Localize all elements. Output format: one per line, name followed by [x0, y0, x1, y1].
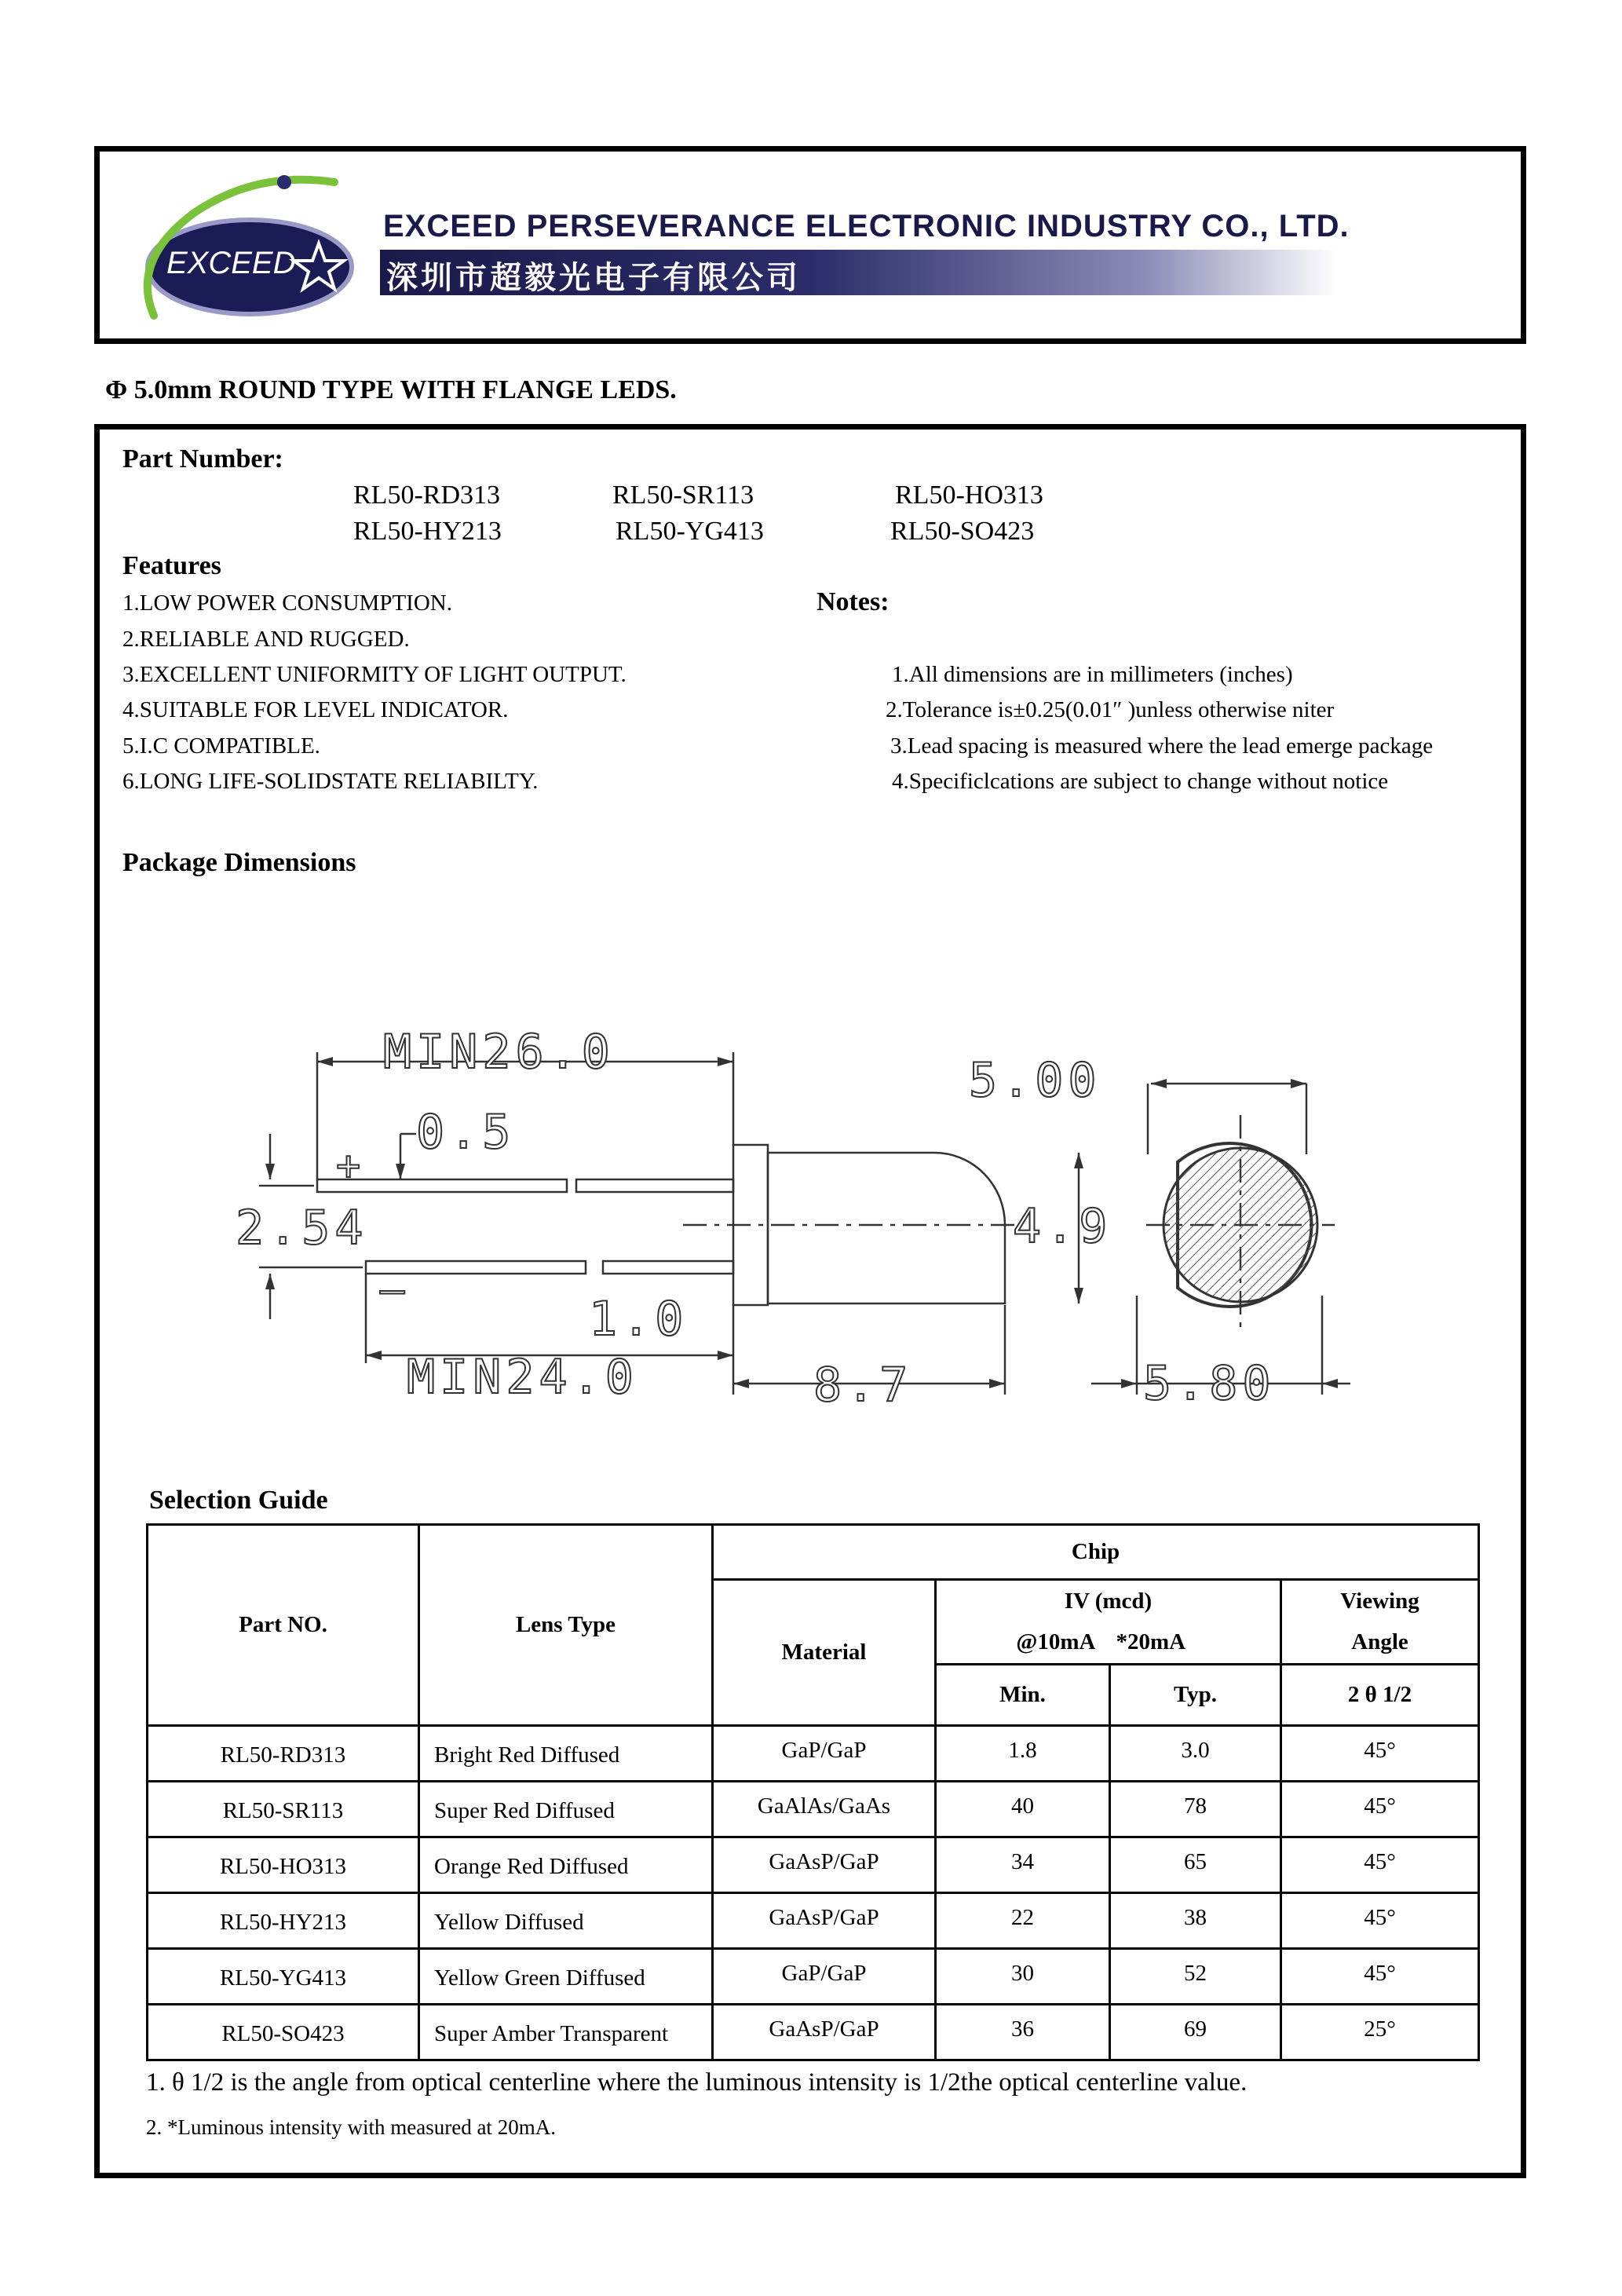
logo-text: EXCEED: [166, 246, 296, 280]
feature-item: 4.SUITABLE FOR LEVEL INDICATOR.: [122, 697, 509, 722]
cell-material: GaP/GaP: [713, 1726, 936, 1782]
note-item: 4.Specificlcations are subject to change without notice: [892, 769, 1389, 794]
cell-min: 30: [936, 1949, 1110, 2005]
note-item: 2.Tolerance is±0.25(0.01″ )unless otherwise niter: [886, 697, 1335, 722]
arrow-icon: [396, 1164, 405, 1179]
dim-label-8-7: 8.7: [813, 1358, 913, 1413]
cell-min: 1.8: [936, 1726, 1110, 1782]
arrow-icon: [265, 1164, 275, 1179]
cell-material: GaAsP/GaP: [713, 1837, 936, 1893]
table-header-row: [148, 1525, 1479, 1580]
header-iv-cond-a: @10mA: [936, 1622, 1110, 1665]
feature-item: 5.I.C COMPATIBLE.: [122, 733, 320, 759]
cell-lens: Bright Red Diffused: [419, 1726, 713, 1782]
note-item: 1.All dimensions are in millimeters (inches): [892, 662, 1293, 687]
header-iv: IV (mcd): [936, 1580, 1281, 1622]
feature-item: 2.RELIABLE AND RUGGED.: [122, 627, 410, 652]
company-name-en: EXCEED PERSEVERANCE ELECTRONIC INDUSTRY CO., LTD.: [383, 209, 1350, 243]
table-row: [148, 1782, 1479, 1837]
cell-angle: 45°: [1281, 1726, 1479, 1782]
cell-material: GaAsP/GaP: [713, 2005, 936, 2060]
arrow-icon: [989, 1379, 1005, 1388]
cell-lens: Yellow Green Diffused: [419, 1949, 713, 2005]
cell-part: RL50-HO313: [148, 1837, 419, 1893]
table-row: [148, 1893, 1479, 1949]
cell-typ: 65: [1110, 1837, 1281, 1893]
arrow-icon: [265, 1274, 275, 1289]
arrow-icon: [317, 1057, 333, 1066]
header-iv-cond-b: *20mA: [1110, 1622, 1281, 1665]
cell-material: GaAlAs/GaAs: [713, 1782, 936, 1837]
arrow-icon: [1074, 1153, 1083, 1168]
polarity-plus: +: [336, 1143, 366, 1190]
dim-label-2-54: 2.54: [236, 1201, 368, 1256]
arrow-icon: [1322, 1379, 1338, 1388]
cell-part: RL50-RD313: [148, 1726, 419, 1782]
cell-lens: Super Amber Transparent: [419, 2005, 713, 2060]
cell-typ: 38: [1110, 1893, 1281, 1949]
cell-min: 22: [936, 1893, 1110, 1949]
arrow-icon: [1151, 1079, 1167, 1088]
table-row: [148, 2005, 1479, 2060]
header-angle-symbol: 2 θ 1/2: [1281, 1665, 1479, 1726]
cell-angle: 45°: [1281, 1893, 1479, 1949]
header-chip: Chip: [713, 1525, 1479, 1580]
cell-angle: 45°: [1281, 1837, 1479, 1893]
arrow-icon: [1074, 1288, 1083, 1303]
header-min: Min.: [936, 1665, 1110, 1726]
dim-label-0-5: 0.5: [416, 1105, 516, 1160]
feature-item: 1.LOW POWER CONSUMPTION.: [122, 590, 452, 616]
header-typ: Typ.: [1110, 1665, 1281, 1726]
selection-guide-heading: Selection Guide: [149, 1486, 328, 1515]
note-item: 3.Lead spacing is measured where the lead emerge package: [890, 733, 1434, 759]
selection-table: [146, 1523, 1480, 2061]
arrow-icon: [366, 1351, 382, 1360]
features-heading: Features: [122, 551, 221, 580]
feature-item: 3.EXCELLENT UNIFORMITY OF LIGHT OUTPUT.: [122, 662, 627, 687]
arrow-icon: [718, 1351, 733, 1360]
dim-label-min26: MIN26.0: [383, 1025, 615, 1080]
dim-label-5-00: 5.00: [969, 1053, 1101, 1108]
feature-item: 6.LONG LIFE-SOLIDSTATE RELIABILTY.: [122, 769, 539, 794]
part-number-item: RL50-SR113: [612, 481, 754, 510]
part-number-heading: Part Number:: [122, 444, 283, 473]
dim-label-5-80: 5.80: [1143, 1356, 1276, 1411]
lead-bottom-right: [603, 1261, 733, 1274]
cell-typ: 3.0: [1110, 1726, 1281, 1782]
cell-lens: Super Red Diffused: [419, 1782, 713, 1837]
cell-material: GaP/GaP: [713, 1949, 936, 2005]
notes-heading: Notes:: [816, 587, 890, 616]
cell-lens: Orange Red Diffused: [419, 1837, 713, 1893]
part-number-item: RL50-SO423: [890, 517, 1035, 546]
cell-min: 36: [936, 2005, 1110, 2060]
cell-part: RL50-HY213: [148, 1893, 419, 1949]
table-row: [148, 1949, 1479, 2005]
led-body: [768, 1153, 1005, 1303]
dim-label-1-0: 1.0: [589, 1292, 689, 1347]
polarity-minus: —: [380, 1267, 410, 1314]
arrow-icon: [1291, 1079, 1306, 1088]
part-number-item: RL50-YG413: [616, 517, 764, 546]
arrow-icon: [733, 1379, 749, 1388]
table-row: [148, 1837, 1479, 1893]
arrow-icon: [718, 1057, 733, 1066]
cell-min: 34: [936, 1837, 1110, 1893]
header-material: Material: [713, 1580, 936, 1726]
footnote-2: 2. *Luminous intensity with measured at 20mA.: [146, 2115, 556, 2139]
header-part-no: Part NO.: [148, 1525, 419, 1726]
dim-label-4-9: 4.9: [1013, 1199, 1112, 1254]
cell-angle: 45°: [1281, 1949, 1479, 2005]
cell-typ: 69: [1110, 2005, 1281, 2060]
part-number-item: RL50-HY213: [353, 517, 502, 546]
arrow-icon: [1121, 1379, 1137, 1388]
cell-part: RL50-SR113: [148, 1782, 419, 1837]
cell-material: GaAsP/GaP: [713, 1893, 936, 1949]
header-angle: Angle: [1281, 1622, 1479, 1665]
cell-angle: 25°: [1281, 2005, 1479, 2060]
cell-min: 40: [936, 1782, 1110, 1837]
footnote-1: 1. θ 1/2 is the angle from optical centerline where the luminous intensity is 1/2the optical centerline value.: [146, 2068, 1248, 2097]
cell-lens: Yellow Diffused: [419, 1893, 713, 1949]
cell-angle: 45°: [1281, 1782, 1479, 1837]
cell-typ: 52: [1110, 1949, 1281, 2005]
end-view-lens: [1164, 1148, 1317, 1302]
cell-part: RL50-SO423: [148, 2005, 419, 2060]
document-title: Φ 5.0mm ROUND TYPE WITH FLANGE LEDS.: [105, 375, 677, 404]
lead-top-right: [576, 1179, 733, 1192]
cell-part: RL50-YG413: [148, 1949, 419, 2005]
header-viewing: Viewing: [1281, 1580, 1479, 1622]
part-number-item: RL50-RD313: [353, 481, 500, 510]
part-number-item: RL50-HO313: [895, 481, 1043, 510]
company-name-cn: 深圳市超毅光电子有限公司: [386, 260, 801, 296]
cell-typ: 78: [1110, 1782, 1281, 1837]
package-dimensions-heading: Package Dimensions: [122, 848, 356, 877]
table-row: [148, 1726, 1479, 1782]
dim-label-min24: MIN24.0: [407, 1350, 638, 1405]
header-lens-type: Lens Type: [419, 1525, 713, 1726]
